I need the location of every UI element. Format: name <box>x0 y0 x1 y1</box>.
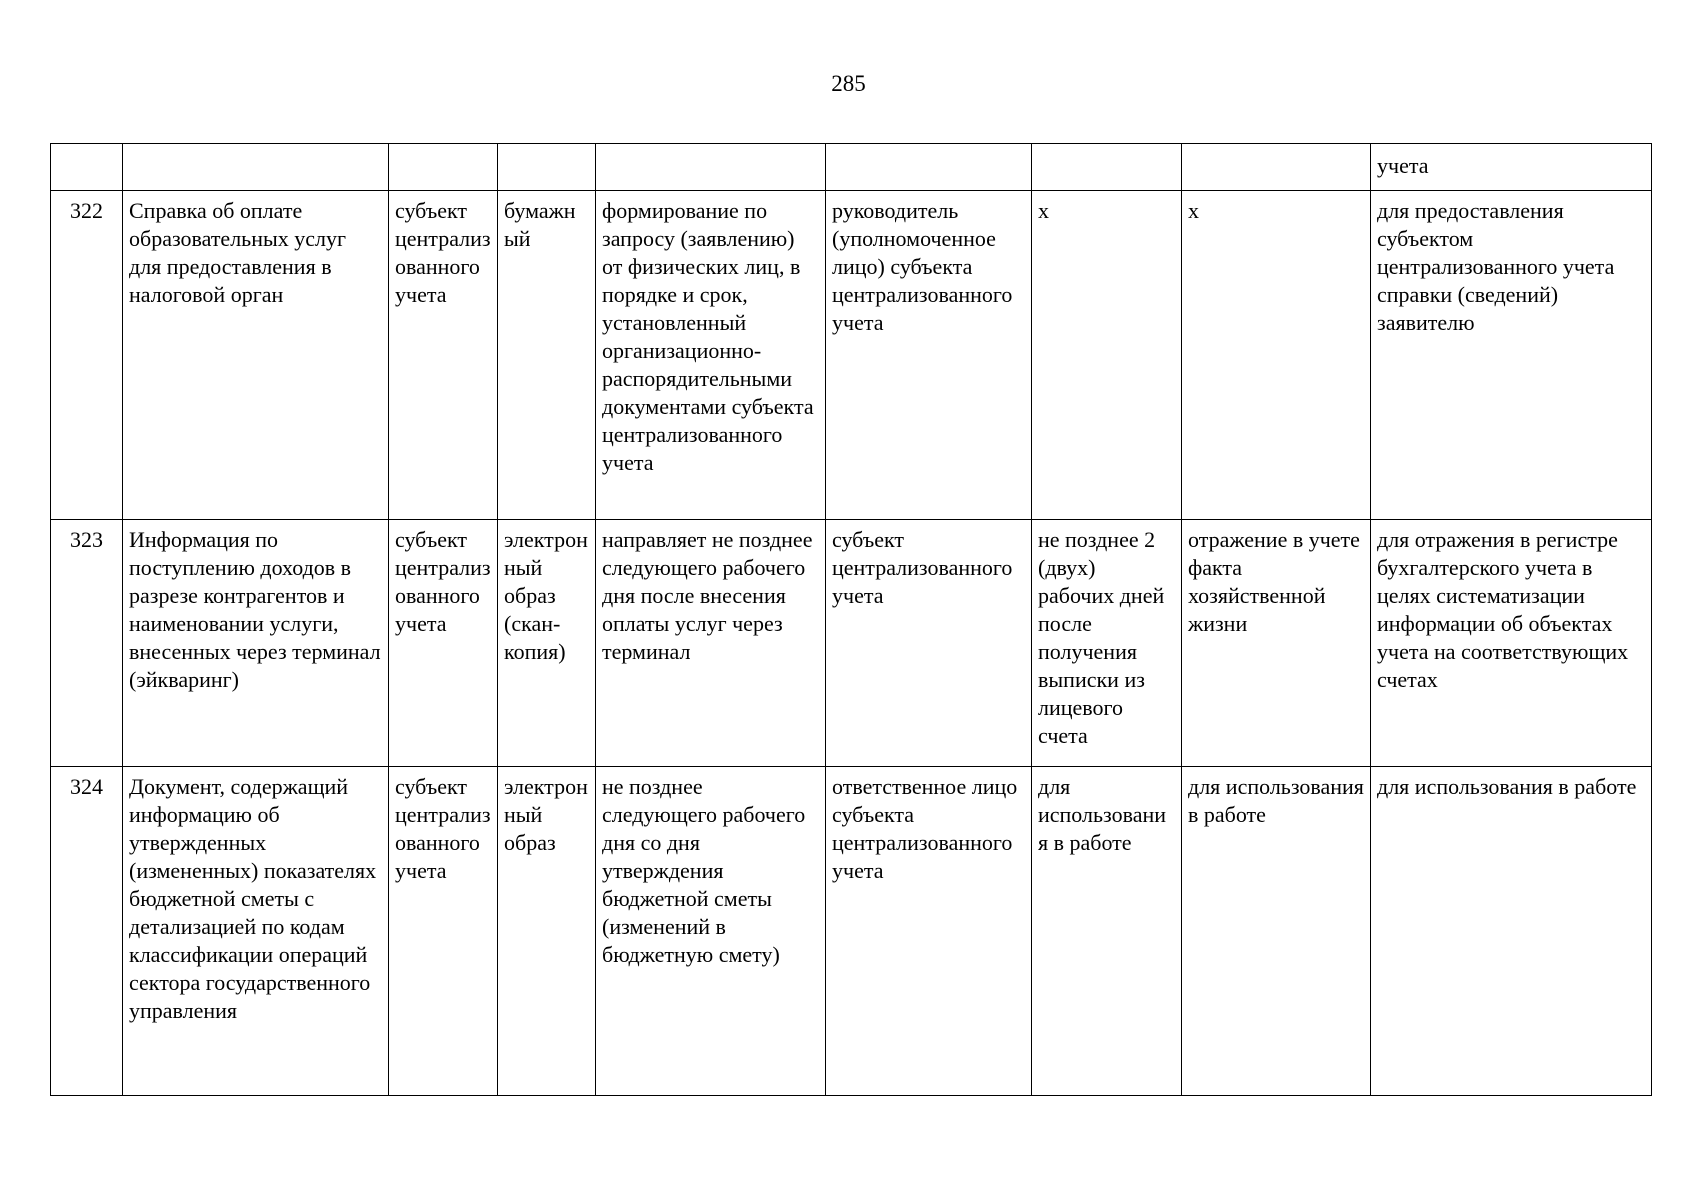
creator-cell: субъект централизованного учета <box>389 767 498 1096</box>
creator-cell: субъект централизованного учета <box>389 520 498 767</box>
row-number: 324 <box>51 767 123 1096</box>
purpose-cell: для использования в работе <box>1371 767 1652 1096</box>
accounting-cell: х <box>1182 191 1371 520</box>
form-cell: электронный образ <box>498 767 596 1096</box>
table-cell <box>1032 144 1182 191</box>
accounting-cell: для использования в работе <box>1182 767 1371 1096</box>
document-name-cell: Информация по поступлению доходов в разрезе контрагентов и наименовании услуги, внесенных через терминал (эйкваринг) <box>123 520 389 767</box>
responsible-cell: руководитель (уполномоченное лицо) субъекта централизованного учета <box>826 191 1032 520</box>
deadline-cell: для использования в работе <box>1032 767 1182 1096</box>
table-row <box>51 191 1652 520</box>
table-row <box>51 767 1652 1096</box>
responsible-cell: субъект централизованного учета <box>826 520 1032 767</box>
table-cell <box>51 144 123 191</box>
row-number: 322 <box>51 191 123 520</box>
table-cell <box>1182 144 1371 191</box>
row-number: 323 <box>51 520 123 767</box>
table-cell <box>389 144 498 191</box>
document-name-cell: Документ, содержащий информацию об утвержденных (измененных) показателях бюджетной сметы с детализацией по кодам классификации операций сектора государственного управления <box>123 767 389 1096</box>
procedure-cell: формирование по запросу (заявлению) от физических лиц, в порядке и срок, установленный организационно-распорядительными документами субъекта централизованного учета <box>596 191 826 520</box>
document-table <box>50 143 1652 1096</box>
purpose-cell: для отражения в регистре бухгалтерского учета в целях систематизации информации об объектах учета на соответствующих счетах <box>1371 520 1652 767</box>
table-row-continuation <box>51 144 1652 191</box>
table-cell <box>123 144 389 191</box>
table-cell <box>498 144 596 191</box>
page-number: 285 <box>831 71 866 96</box>
form-cell: электронный образ (скан-копия) <box>498 520 596 767</box>
table-cell <box>826 144 1032 191</box>
accounting-cell: отражение в учете факта хозяйственной жизни <box>1182 520 1371 767</box>
purpose-cell: для предоставления субъектом централизованного учета справки (сведений) заявителю <box>1371 191 1652 520</box>
procedure-cell: направляет не позднее следующего рабочего дня после внесения оплаты услуг через терминал <box>596 520 826 767</box>
deadline-cell: не позднее 2 (двух) рабочих дней после получения выписки из лицевого счета <box>1032 520 1182 767</box>
creator-cell: субъект централизованного учета <box>389 191 498 520</box>
form-cell: бумажный <box>498 191 596 520</box>
table-cell-purpose: учета <box>1371 144 1652 191</box>
document-name-cell: Справка об оплате образовательных услуг для предоставления в налоговой орган <box>123 191 389 520</box>
deadline-cell: х <box>1032 191 1182 520</box>
procedure-cell: не позднее следующего рабочего дня со дня утверждения бюджетной сметы (изменений в бюджетную смету) <box>596 767 826 1096</box>
table-cell <box>596 144 826 191</box>
table-row <box>51 520 1652 767</box>
responsible-cell: ответственное лицо субъекта централизованного учета <box>826 767 1032 1096</box>
